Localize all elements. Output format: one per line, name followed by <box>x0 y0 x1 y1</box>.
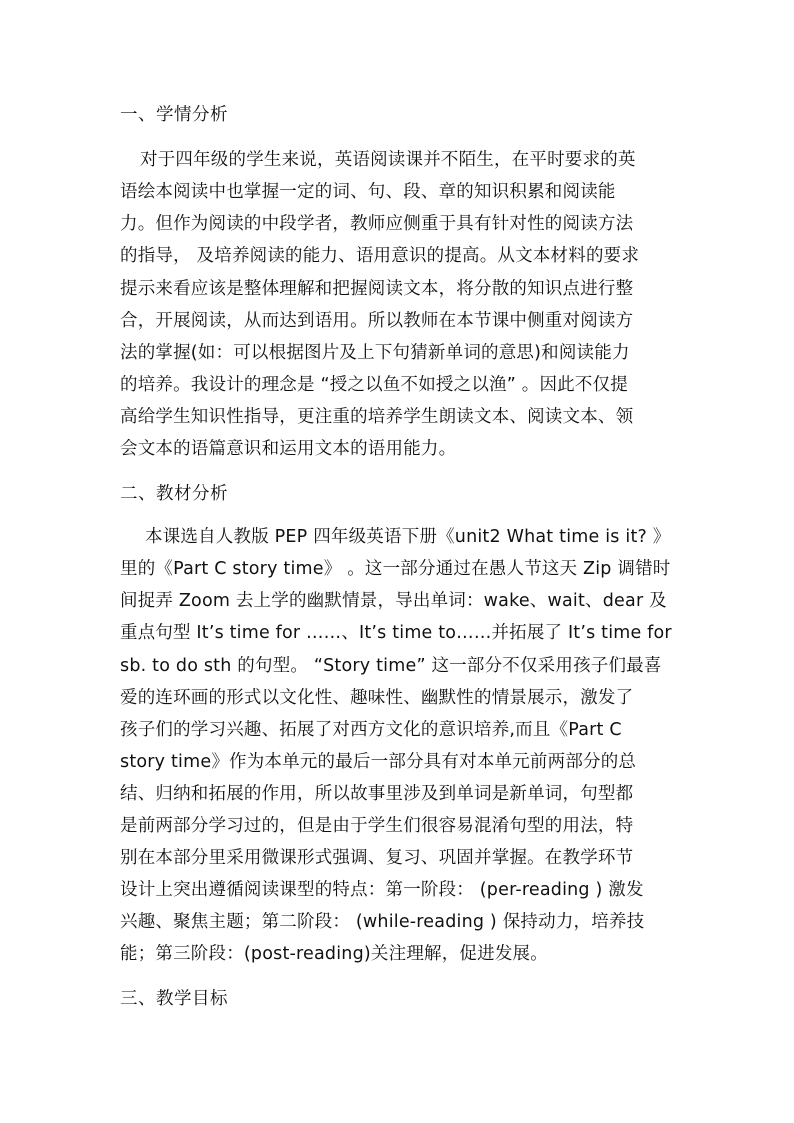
paragraph-2-line: 孩子们的学习兴趣、拓展了对西方文化的意识培养,而且《Part C <box>120 720 622 740</box>
paragraph-1-line: 力。但作为阅读的中段学者，教师应侧重于具有针对性的阅读方法 <box>120 214 634 234</box>
section-2-heading: 二、教材分析 <box>120 484 228 504</box>
paragraph-1-line: 的指导， 及培养阅读的能力、语用意识的提高。从文本材料的要求 <box>120 246 640 266</box>
paragraph-2-line: 里的《Part C story time》 。这一部分通过在愚人节这天 Zip 调错时 <box>120 559 671 579</box>
paragraph-2-line: 重点句型 It’s time for ……、It’s time to……并拓展了 It’s time for <box>120 623 672 643</box>
section-1-heading: 一、学情分析 <box>120 105 228 125</box>
paragraph-2-line: 兴趣、聚焦主题；第二阶段： (while-reading ) 保持动力，培养技 <box>120 912 645 932</box>
paragraph-1-line: 会文本的语篇意识和运用文本的语用能力。 <box>120 439 457 459</box>
paragraph-1-line: 提示来看应该是整体理解和把握阅读文本，将分散的知识点进行整 <box>120 279 634 299</box>
paragraph-2-line: sb. to do sth 的句型。 “Story time” 这一部分不仅采用孩子们最喜 <box>120 656 662 676</box>
paragraph-2-line: 结、归纳和拓展的作用，所以故事里涉及到单词是新单词，句型都 <box>120 784 634 804</box>
section-3-heading: 三、教学目标 <box>120 989 228 1009</box>
paragraph-1-line: 的培养。我设计的理念是 “授之以鱼不如授之以渔” 。因此不仅提 <box>120 375 628 395</box>
paragraph-1-line: 高给学生知识性指导，更注重的培养学生朗读文本、阅读文本、领 <box>120 407 634 427</box>
paragraph-1-line: 语绘本阅读中也掌握一定的词、句、段、章的知识积累和阅读能 <box>120 182 616 202</box>
paragraph-1-line: 法的掌握(如：可以根据图片及上下句猜新单词的意思)和阅读能力 <box>120 343 630 363</box>
paragraph-2-line: 间捉弄 Zoom 去上学的幽默情景，导出单词：wake、wait、dear 及 <box>120 591 667 611</box>
paragraph-2-line: 爱的连环画的形式以文化性、趣味性、幽默性的情景展示，激发了 <box>120 688 634 708</box>
paragraph-1-line: 对于四年级的学生来说，英语阅读课并不陌生，在平时要求的英 <box>140 150 636 170</box>
paragraph-2-line: story time》作为本单元的最后一部分具有对本单元前两部分的总 <box>120 752 637 772</box>
paragraph-2-line: 能；第三阶段：(post-reading)关注理解，促进发展。 <box>120 944 548 964</box>
paragraph-2-line: 是前两部分学习过的，但是由于学生们很容易混淆句型的用法，特 <box>120 816 634 836</box>
paragraph-2-line: 设计上突出遵循阅读课型的特点：第一阶段： (per-reading ) 激发 <box>120 880 644 900</box>
paragraph-2-line: 别在本部分里采用微课形式强调、复习、巩固并掌握。在教学环节 <box>120 848 634 868</box>
paragraph-1-line: 合，开展阅读，从而达到语用。所以教师在本节课中侧重对阅读方 <box>120 311 634 331</box>
paragraph-2-line: 本课选自人教版 PEP 四年级英语下册《unit2 What time is it? 》 <box>145 527 671 547</box>
